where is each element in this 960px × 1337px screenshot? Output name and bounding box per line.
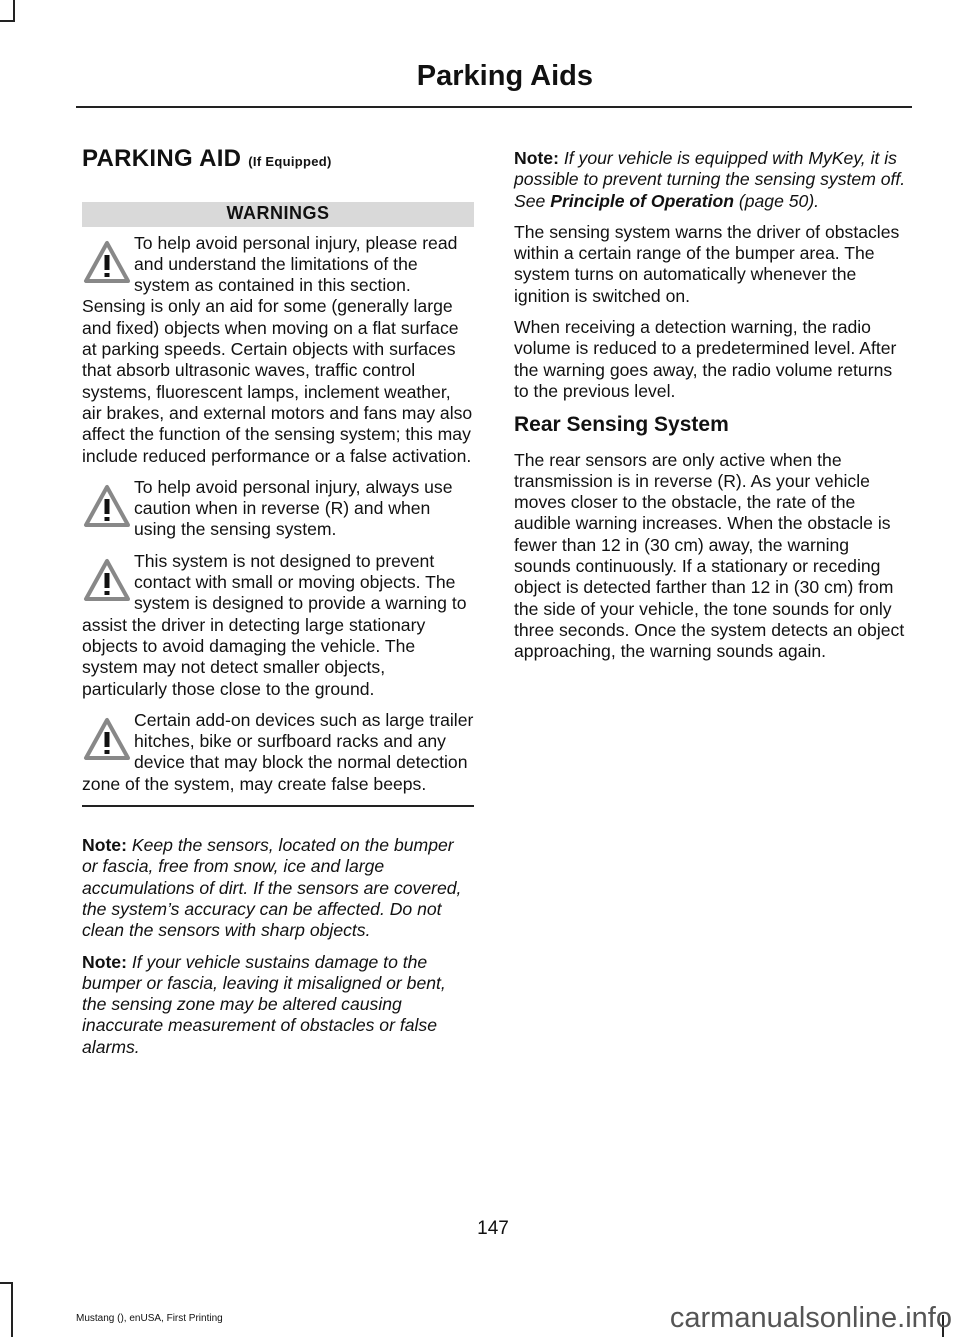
- note: [82, 835, 474, 941]
- paragraph: When receiving a detection warning, the radio volume is reduced to a predetermined level. After the warning goes away, the radio volume returns to the previous level.: [514, 317, 897, 401]
- note: [82, 952, 474, 1058]
- page-reference: (page 50).: [733, 190, 820, 211]
- crop-mark: [11, 1282, 13, 1337]
- footer-text: Mustang (), enUSA, First Printing: [76, 1313, 223, 1324]
- warning-text: Certain add-on devices such as large trailer hitches, bike or surfboard racks and any device that may block the normal detection zone of the system, may create false beeps.: [82, 709, 474, 794]
- paragraph: The rear sensors are only active when the transmission is in reverse (R). As your vehicle moves closer to the obstacle, the rate of the audible warning increases. When the obstacle is fewer than 12 in (30 cm) away, the warning sounds continuously. If a stationary or receding object is detected farther than 12 in (30 cm) from the side of your vehicle, the tone sounds for only three seconds. Once the system detects an object approaching, the warning sounds again.: [514, 449, 905, 662]
- warnings-divider: [82, 805, 474, 807]
- watermark: carmanualsonline.info: [669, 1302, 952, 1334]
- warning-text: This system is not designed to prevent contact with small or moving objects. The system is designed to provide a warning to assist the driver in detecting large stationary objects to avoid damaging the vehicle. The system may not detect smaller objects, particularly those close to the ground.: [82, 550, 467, 699]
- header-rule: [76, 106, 912, 108]
- page-header-title: Parking Aids: [416, 60, 593, 92]
- crop-mark: [13, 0, 15, 20]
- warnings-heading: WARNINGS: [82, 202, 474, 226]
- warning-item: [82, 477, 474, 541]
- section-title: [82, 145, 474, 172]
- warning-item: [82, 710, 474, 795]
- note: [514, 148, 906, 212]
- subsection-title: Rear Sensing System: [514, 413, 729, 437]
- note-text: If your vehicle is equipped with MyKey, it is possible to prevent turning the sensing system off. See: [514, 148, 906, 211]
- left-column: [82, 145, 474, 1068]
- right-column: [514, 148, 906, 673]
- cross-reference-link[interactable]: Principle of Operation: [550, 190, 734, 211]
- warning-item: [82, 233, 474, 467]
- paragraph: The sensing system warns the driver of obstacles within a certain range of the bumper area. The system turns on automatically whenever the ignition is switched on.: [514, 221, 900, 306]
- note-label: Note:: [82, 835, 127, 856]
- warning-triangle-icon: [82, 477, 134, 535]
- warning-triangle-icon: [82, 233, 134, 291]
- section-qualifier: (If Equipped): [248, 154, 332, 169]
- warning-item: [82, 551, 474, 700]
- note-text: Keep the sensors, located on the bumper or fascia, free from snow, ice and large accumulations of dirt. If the sensors are covered, the system’s accuracy can be affected. Do not clean the sensors with sharp objects.: [82, 835, 462, 941]
- note-label: Note:: [82, 951, 127, 972]
- warning-text: To help avoid personal injury, always use caution when in reverse (R) and when using the sensing system.: [134, 476, 453, 540]
- warning-text: To help avoid personal injury, please read and understand the limitations of the system as contained in this section. Sensing is only an aid for some (generally large and fixed) objects when moving on a flat surface at parking speeds. Certain objects with surfaces that absorb ultrasonic waves, traffic control systems, fluorescent lamps, inclement weather, air brakes, and external motors and fans may also affect the function of the sensing system; this may include reduced performance or a false activation.: [82, 232, 473, 466]
- warning-triangle-icon: [82, 551, 134, 609]
- page-number: 147: [477, 1218, 509, 1239]
- section-title-text: PARKING AID: [82, 145, 242, 172]
- crop-mark: [0, 20, 15, 22]
- note-text: If your vehicle sustains damage to the bumper or fascia, leaving it misaligned or bent, the sensing zone may be altered causing inaccurate measurement of obstacles or false alarms.: [82, 951, 446, 1057]
- crop-mark: [0, 1282, 12, 1284]
- warning-triangle-icon: [82, 710, 134, 768]
- note-label: Note:: [514, 148, 559, 168]
